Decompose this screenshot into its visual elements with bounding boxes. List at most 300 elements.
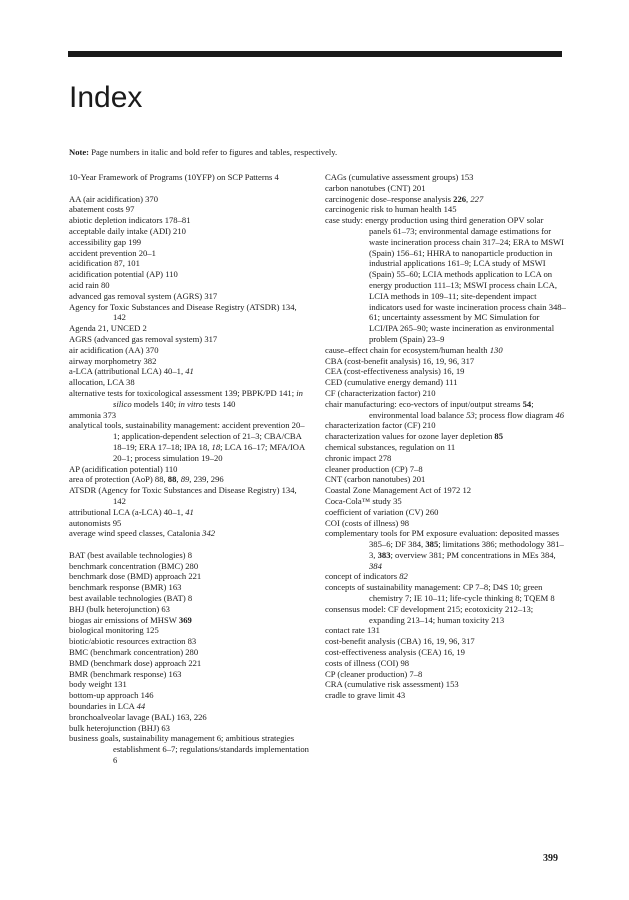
index-entry	[325, 528, 567, 571]
index-entry	[325, 194, 567, 205]
index-entry	[69, 464, 311, 475]
entry-text: biotic/abiotic resources extraction	[69, 636, 188, 647]
page-ref-link[interactable]: 221	[188, 571, 202, 582]
table-ref-link[interactable]: 369	[178, 614, 192, 625]
page-ref-link[interactable]: 18–19	[113, 441, 135, 452]
page-ref-link[interactable]: 145	[443, 204, 457, 215]
entry-text: ;	[173, 398, 179, 409]
page-ref-link[interactable]: 40–1	[163, 506, 181, 517]
page-ref-link[interactable]: 140	[160, 398, 174, 409]
entry-text: CRA (cumulative risk assessment)	[325, 679, 446, 690]
index-entry	[325, 345, 567, 356]
page-ref-link[interactable]: 7–8	[409, 463, 423, 474]
entry-text: ,	[457, 636, 462, 647]
entry-text: ; TQEM	[519, 593, 551, 604]
page-ref-link[interactable]: 221	[188, 657, 202, 668]
page-ref-link[interactable]: 55–60	[396, 269, 418, 280]
page-ref-link[interactable]: 12	[462, 485, 472, 496]
index-entry	[325, 647, 567, 658]
page-ref-link[interactable]: 110	[165, 269, 178, 280]
page-ref-link[interactable]: 101	[127, 258, 140, 269]
entry-text: bottom-up approach	[69, 690, 141, 701]
page-ref-link[interactable]: 38	[126, 377, 135, 388]
page-ref-link[interactable]: 142	[113, 495, 126, 506]
index-note	[69, 147, 563, 158]
index-entry	[69, 528, 311, 539]
entry-text: ; HHRA to nanoparticle production in industrial applications	[369, 247, 553, 269]
entry-text: ATSDR (Agency for Toxic Substances and Disease Registry)	[69, 485, 282, 496]
page-ref-link[interactable]: 215	[447, 603, 461, 614]
page-ref-link[interactable]: 87	[114, 258, 123, 269]
entry-text: ; uncertainty assessment by MC Simulation for LCI/IPA	[369, 312, 540, 334]
page-ref-link[interactable]: 35	[393, 495, 402, 506]
page-ref-link[interactable]: 19	[435, 636, 445, 647]
index-entry	[69, 485, 311, 507]
entry-text: ,	[452, 647, 457, 658]
page-ref-link[interactable]: 18	[198, 441, 208, 452]
page-ref-link[interactable]: 134	[281, 485, 295, 496]
page-title: Index	[69, 81, 143, 114]
entry-text: characterization factor (CF)	[325, 420, 423, 431]
index-entry	[69, 636, 311, 647]
page-ref-link[interactable]: 201	[412, 182, 426, 193]
page-ref-link[interactable]: 19	[456, 647, 465, 658]
entry-text: ; expanding	[369, 603, 534, 625]
index-entry	[69, 647, 311, 658]
entry-text: ; IE	[409, 593, 425, 604]
page-ref-link[interactable]: 10–11	[424, 593, 446, 604]
index-entry	[69, 269, 311, 280]
page-ref-link[interactable]: 210	[422, 387, 436, 398]
entry-text: ,	[421, 539, 426, 550]
index-entry	[69, 237, 311, 248]
page-ref-link[interactable]: 386	[481, 539, 495, 550]
page-ref-link[interactable]: 153	[460, 172, 474, 182]
entry-text: ; methodology	[494, 539, 547, 550]
page-ref-link[interactable]: 317–24	[482, 236, 509, 247]
page-ref-link[interactable]: 278	[378, 452, 392, 463]
page-ref-link[interactable]: 239	[193, 474, 207, 485]
index-entry	[69, 172, 311, 183]
page-ref-link[interactable]: 95	[112, 517, 122, 528]
index-entry	[69, 194, 311, 205]
entry-text: allocation, LCA	[69, 377, 127, 388]
entry-text: case study: energy production using third generation OPV solar panels	[325, 215, 544, 236]
page-ref-link[interactable]: 141	[278, 387, 292, 398]
index-entry	[325, 453, 567, 464]
page-ref-link[interactable]: 213	[491, 614, 505, 625]
page-ref-link[interactable]: 21–3	[242, 431, 260, 442]
entry-text: ; human toxicity	[432, 614, 492, 625]
page-ref-link[interactable]: 83	[187, 636, 197, 647]
index-entry	[69, 593, 311, 604]
entry-text: ,	[373, 549, 378, 560]
figure-ref-link[interactable]: 82	[399, 571, 408, 582]
page-ref-link[interactable]: 2	[142, 323, 147, 334]
entry-text: BAT (best available technologies)	[69, 549, 188, 560]
page-ref-link[interactable]: 63	[161, 722, 170, 733]
figure-ref-link[interactable]: 44	[136, 701, 146, 712]
page-ref-link[interactable]: 265–90	[399, 323, 426, 334]
page-ref-link[interactable]: 370	[145, 344, 159, 355]
page-ref-link[interactable]: 317	[204, 290, 218, 301]
index-entry	[325, 183, 567, 194]
page-ref-link[interactable]: 17–18	[157, 441, 180, 452]
table-ref-link[interactable]: 226	[453, 193, 467, 204]
entry-text: bronchoalveolar lavage (BAL)	[69, 711, 177, 722]
entry-text-italic: in silico	[113, 387, 303, 409]
entry-text: CAGs (cumulative assessment groups)	[325, 172, 461, 182]
entry-text: ,	[294, 485, 297, 496]
page-ref-link[interactable]: 317	[204, 333, 218, 344]
page-ref-link[interactable]: 280	[185, 560, 199, 571]
figure-ref-link[interactable]: 41	[185, 366, 194, 377]
entry-text: analytical tools, sustainability management: accident prevention	[69, 420, 292, 431]
page-ref-link[interactable]: 4	[274, 172, 279, 182]
index-entry	[69, 248, 311, 259]
page-ref-link[interactable]: 370	[145, 193, 159, 204]
page-ref-link[interactable]: 178–81	[164, 215, 191, 226]
entry-text: concepts of sustainability management: CP	[325, 582, 476, 593]
top-rule	[68, 51, 562, 57]
page-ref-link[interactable]: 16–17	[243, 441, 266, 452]
entry-text: acceptable daily intake (ADI)	[69, 225, 174, 236]
page-ref-link[interactable]: 384	[540, 549, 554, 560]
note-label: Note:	[69, 147, 90, 157]
entry-text: acidification	[69, 258, 115, 269]
index-entry	[325, 172, 567, 183]
page-ref-link[interactable]: 8	[187, 593, 193, 604]
index-entry	[325, 496, 567, 507]
figure-ref-link[interactable]: 384	[369, 560, 382, 571]
page-ref-link[interactable]: 199	[128, 236, 142, 247]
entry-text: cradle to grave limit	[325, 690, 397, 701]
page-ref-link[interactable]: 111	[445, 377, 458, 388]
entry-text: carcinogenic risk to human health	[325, 204, 444, 215]
page-ref-link[interactable]: 20–1	[113, 420, 305, 442]
index-entry	[325, 420, 567, 431]
page-ref-link[interactable]: 212–13	[504, 603, 531, 614]
page-ref-link[interactable]: 163	[168, 668, 182, 679]
page-ref-link[interactable]: 161–9	[447, 258, 469, 269]
page-ref-link[interactable]: 97	[125, 204, 135, 215]
index-entry	[325, 204, 567, 215]
page-ref-link[interactable]: 317	[461, 636, 475, 647]
entry-text: ,	[444, 636, 449, 647]
entry-text: ;	[291, 387, 297, 398]
entry-text: alternative tests for toxicological assessment	[69, 387, 225, 398]
index-entry	[69, 334, 311, 345]
page-ref-link[interactable]: 142	[113, 312, 126, 323]
entry-text: ; ambitious strategies establishment	[113, 733, 295, 755]
index-entry	[325, 582, 567, 604]
figure-ref-link[interactable]: 18	[211, 441, 221, 452]
entry-text: BHJ (bulk heterojunction)	[69, 603, 162, 614]
page-ref-link[interactable]: 139	[224, 387, 238, 398]
figure-ref-link[interactable]: 53	[466, 409, 475, 420]
figure-ref-link[interactable]: 227	[470, 193, 484, 204]
figure-ref-link[interactable]: 89	[180, 474, 190, 485]
entry-text: Agenda	[69, 323, 98, 334]
entry-text: ; limitations	[438, 539, 482, 550]
page-ref-link[interactable]: 131	[113, 679, 127, 690]
page-ref-link[interactable]: 80	[100, 279, 110, 290]
entry-text: ,	[163, 474, 168, 485]
page-ref-link[interactable]: 109–11	[430, 290, 457, 301]
entry-text: BMD (benchmark dose) approach	[69, 657, 189, 668]
entry-text: AP (acidification potential)	[69, 463, 165, 474]
page-ref-link[interactable]: 134	[281, 301, 295, 312]
index-entry	[69, 204, 311, 215]
index-entry	[69, 280, 311, 291]
index-entry	[69, 377, 311, 388]
page-ref-link[interactable]: 40–1	[163, 366, 181, 377]
page-ref-link[interactable]: 6	[216, 733, 222, 744]
entry-text: ; ERA	[134, 441, 158, 452]
page-ref-link[interactable]: 8	[550, 593, 555, 604]
page-ref-link[interactable]: 6–7	[162, 744, 176, 755]
entry-text: ; process flow diagram	[474, 409, 556, 420]
page-ref-link[interactable]: 7–8	[409, 668, 423, 679]
page-ref-link[interactable]: 131	[367, 625, 380, 636]
entry-text: ; regulations/standards implementation	[175, 744, 309, 755]
page-ref-link[interactable]: 210	[422, 420, 436, 431]
entry-text: cost-benefit analysis (CBA)	[325, 636, 424, 647]
entry-text: ; green chemistry	[369, 582, 543, 604]
entry-text: ,	[466, 193, 471, 204]
entry-text: abatement costs	[69, 204, 126, 215]
index-entry	[325, 518, 567, 529]
page-ref-link[interactable]: 110	[164, 463, 178, 474]
entry-text: models	[131, 398, 161, 409]
entry-text: ; site-dependent impact indicators used for waste incineration process chain	[369, 290, 549, 312]
page-ref-link[interactable]: 20–1	[113, 452, 131, 463]
entry-text: best available technologies (BAT)	[69, 593, 188, 604]
page-ref-link[interactable]: 381	[429, 549, 443, 560]
entry-text: accident prevention	[69, 247, 139, 258]
index-entry	[69, 625, 311, 636]
page-ref-link[interactable]: 296	[210, 474, 224, 485]
index-entry	[69, 323, 311, 334]
entry-text: ; environmental damage estimations for waste incineration process chain	[369, 225, 552, 247]
entry-text: benchmark concentration (BMC)	[69, 560, 186, 571]
table-ref-link[interactable]: 54	[522, 398, 532, 409]
page-ref-link[interactable]: 63	[161, 603, 170, 614]
page-ref-link[interactable]: 348–61	[369, 301, 566, 323]
page-ref-link[interactable]: 156–61	[396, 247, 423, 258]
entry-text: cleaner production (CP)	[325, 463, 410, 474]
page-ref-link[interactable]: 19	[455, 366, 465, 377]
entry-text: business goals, sustainability management	[69, 733, 217, 744]
entry-text: ; LCIA methods application to LCA on energy production	[369, 269, 553, 290]
entry-text: CED (cumulative energy demand)	[325, 377, 446, 388]
page-ref-link[interactable]: 7–8	[475, 582, 489, 593]
page-ref-link[interactable]: 16	[442, 366, 452, 377]
page-ref-link[interactable]: 111–13	[433, 279, 459, 290]
page-ref-link[interactable]: 317	[461, 355, 475, 366]
entry-text: biogas air emissions of MHSW	[69, 614, 179, 625]
table-ref-link[interactable]: 385	[425, 539, 439, 550]
page-ref-link[interactable]: 8	[187, 549, 192, 560]
index-entry	[69, 582, 311, 593]
index-entry	[325, 399, 567, 421]
index-entry	[69, 345, 311, 356]
page-ref-link[interactable]: 385–6	[369, 539, 391, 550]
index-entry	[325, 625, 567, 636]
page-ref-link[interactable]: 381–3	[369, 539, 564, 560]
index-entry	[325, 571, 567, 582]
index-entry	[69, 420, 311, 463]
index-entry	[69, 571, 311, 582]
page-ref-link[interactable]: 201	[412, 474, 426, 485]
entry-text: ; LCA study of MSWI (Spain)	[369, 258, 546, 280]
entry-text: ; PM concentrations in MEs	[442, 549, 541, 560]
page-ref-link[interactable]: 382	[143, 355, 157, 366]
entry-text: benchmark response (BMR)	[69, 582, 169, 593]
page-ref-link[interactable]: 21	[97, 323, 107, 334]
page-ref-link[interactable]: 125	[145, 625, 159, 636]
entry-text: ,	[457, 355, 462, 366]
entry-text: cause–effect chain for ecosystem/human health	[325, 344, 490, 355]
entry-text: characterization values for ozone layer depletion	[325, 431, 495, 442]
index-entry	[325, 669, 567, 680]
index-entry	[325, 464, 567, 475]
index-entry	[69, 366, 311, 377]
index-entry	[325, 215, 567, 345]
index-entry	[69, 215, 311, 226]
entry-text: ; MSWI process chain LCA, LCIA methods in	[369, 279, 558, 301]
entry-text: ,	[451, 366, 456, 377]
page-ref-link[interactable]: 19	[435, 355, 445, 366]
entry-text-italic: in vitro	[178, 398, 203, 409]
page-ref-link[interactable]: 163	[176, 711, 190, 722]
table-ref-link[interactable]: 85	[494, 431, 503, 442]
index-entry	[69, 658, 311, 669]
page-ref-link[interactable]: 140	[222, 398, 236, 409]
entry-text: advanced gas removal system (AGRS)	[69, 290, 205, 301]
page-ref-link[interactable]: 146	[140, 690, 154, 701]
entry-text: ; MFA/IOA	[265, 441, 305, 452]
page-ref-link[interactable]: 384	[408, 539, 422, 550]
index-entry	[69, 291, 311, 302]
page-ref-link[interactable]: 98	[400, 657, 410, 668]
index-entry	[69, 561, 311, 572]
entry-text: ,	[180, 366, 186, 377]
page-ref-link[interactable]: 61–73	[393, 225, 415, 236]
page-ref-link[interactable]: 280	[185, 647, 199, 658]
entry-text: CEA (cost-effectiveness analysis)	[325, 366, 443, 377]
index-entry	[69, 518, 311, 529]
index-entry	[325, 690, 567, 701]
index-entry	[69, 550, 311, 561]
entry-text: biological monitoring	[69, 625, 146, 636]
page-ref-link[interactable]: 213–14	[406, 614, 433, 625]
figure-ref-link[interactable]: 342	[202, 528, 216, 539]
page-ref-link[interactable]: 20–1	[138, 247, 156, 258]
index-entry	[69, 258, 311, 269]
page-ref-link[interactable]: 23–9	[427, 333, 445, 344]
index-entry	[69, 679, 311, 690]
entry-text: ; ecotoxicity	[460, 603, 505, 614]
page-ref-link[interactable]: 98	[400, 517, 410, 528]
entry-text: ,	[431, 355, 436, 366]
page-ref-link[interactable]: 16	[423, 636, 432, 647]
entry-text: ; overview	[390, 549, 430, 560]
page-ref-link[interactable]: 43	[396, 690, 406, 701]
entry-text: ; waste incineration as environmental problem (Spain)	[369, 323, 555, 344]
index-entry	[69, 474, 311, 485]
page-ref-link[interactable]: 163	[168, 582, 182, 593]
page-ref-link[interactable]: 8	[515, 593, 520, 604]
page-ref-link[interactable]: 153	[445, 679, 459, 690]
page-ref-link[interactable]: 96	[448, 636, 458, 647]
index-entry	[325, 377, 567, 388]
table-ref-link[interactable]: 88	[167, 474, 177, 485]
page-ref-link[interactable]: 10	[510, 582, 519, 593]
entry-text: BMR (benchmark response)	[69, 668, 169, 679]
entry-gap	[69, 183, 311, 194]
entry-text: consensus model: CF development	[325, 603, 448, 614]
entry-text: ,	[206, 474, 211, 485]
figure-ref-link[interactable]: 130	[489, 344, 503, 355]
entry-text: average wind speed classes, Catalonia	[69, 528, 203, 539]
index-entry	[69, 701, 311, 712]
entry-text: attributional LCA (a-LCA)	[69, 506, 164, 517]
index-entry	[69, 712, 311, 723]
entry-text: contact rate	[325, 625, 367, 636]
page-ref-link[interactable]: 226	[193, 711, 207, 722]
entry-text: benchmark dose (BMD) approach	[69, 571, 189, 582]
page-ref-link[interactable]: 11	[446, 441, 456, 452]
index-entry	[325, 636, 567, 647]
index-entry	[69, 669, 311, 680]
entry-text: COI (costs of illness)	[325, 517, 401, 528]
index-entry	[325, 658, 567, 669]
index-entry	[325, 431, 567, 442]
page-ref-link[interactable]: 6	[113, 755, 118, 766]
entry-text: , UNCED	[106, 323, 143, 334]
entry-text: autonomists	[69, 517, 113, 528]
page-ref-link[interactable]: 373	[103, 409, 117, 420]
index-entry	[325, 485, 567, 496]
entry-gap	[69, 539, 311, 550]
entry-text: air acidification (AA)	[69, 344, 146, 355]
page-ref-link[interactable]: 16	[443, 647, 453, 658]
entry-text: CNT (carbon nanotubes)	[325, 474, 413, 485]
page-ref-link[interactable]: 260	[425, 506, 439, 517]
index-entry	[325, 507, 567, 518]
entry-text: chronic impact	[325, 452, 379, 463]
entry-text: ; ERA to MSWI (Spain)	[369, 236, 564, 258]
index-entry	[69, 733, 311, 765]
page-ref-link[interactable]: 88	[154, 474, 164, 485]
page-ref-link[interactable]: 7	[405, 593, 410, 604]
index-entry	[325, 604, 567, 626]
table-ref-link[interactable]: 383	[377, 549, 391, 560]
index-entry	[69, 388, 311, 410]
entry-text: coefficient of variation (CV)	[325, 506, 426, 517]
page-ref-link[interactable]: 210	[173, 225, 186, 236]
figure-ref-link[interactable]: 41	[185, 506, 194, 517]
page-ref-link[interactable]: 96	[448, 355, 457, 366]
entry-text: ; LCA	[220, 441, 244, 452]
figure-ref-link[interactable]: 46	[555, 409, 564, 420]
index-entry	[325, 442, 567, 453]
page-ref-link[interactable]: 19–20	[201, 452, 223, 463]
page-ref-link[interactable]: 16	[422, 355, 432, 366]
index-entry	[69, 226, 311, 237]
index-entry	[69, 604, 311, 615]
